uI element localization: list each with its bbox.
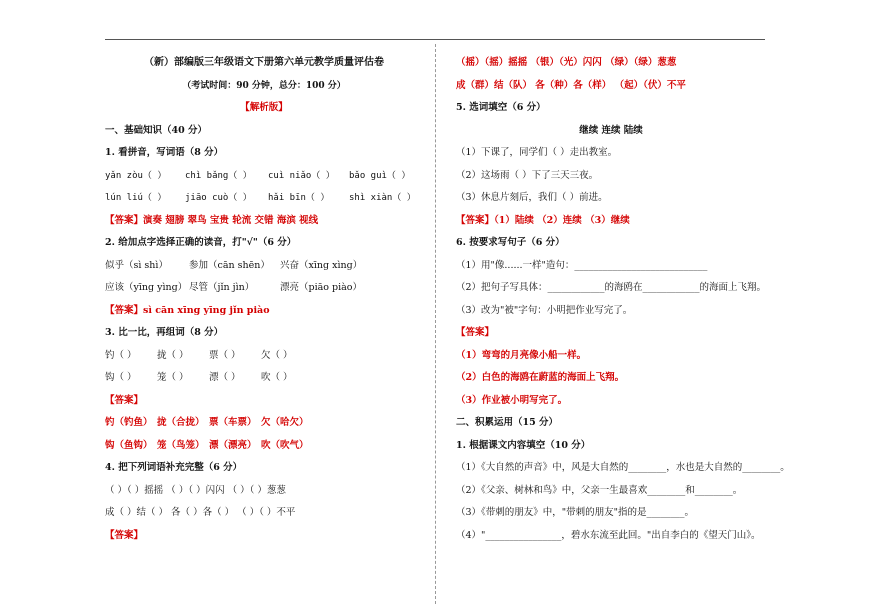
s2-q1-item-2: （2）《父亲、树林和鸟》中，父亲一生最喜欢________和________。 xyxy=(456,484,743,496)
q6-item-3: （3）改为"被"字句：小明把作业写完了。 xyxy=(456,304,633,316)
right-column xyxy=(456,52,790,547)
pinyin-item: cuì niǎo（ ） xyxy=(268,170,335,181)
q6-title: 6. 按要求写句子（6 分） xyxy=(456,237,565,248)
q4-title: 4. 把下列词语补充完整（6 分） xyxy=(105,462,243,473)
q1-title: 1. 看拼音，写词语（8 分） xyxy=(105,147,224,158)
pinyin-item: bǎo guì（ ） xyxy=(349,170,411,181)
reading-item: 似乎（sì shì） xyxy=(105,259,168,271)
pinyin-item: hǎi bīn（ ） xyxy=(268,193,330,203)
reading-item: 漂亮（piāo piào） xyxy=(280,282,363,293)
char-item: 票（ ） xyxy=(209,349,241,361)
q6-item-2: （2）把句子写具体：____________的海鸥在____________的海面上飞翔。 xyxy=(456,282,767,293)
q3-answer-row1 xyxy=(105,412,423,435)
s2-q1-item-1: （1）《大自然的声音》中，风是大自然的________，水也是大自然的________。 xyxy=(456,462,790,473)
q5-sentence-1: （1）下课了，同学们（ ）走出教室。 xyxy=(456,147,618,158)
answer-item: 钩（鱼钩） xyxy=(105,439,153,451)
char-item: 漂（ ） xyxy=(209,372,241,383)
q5-choices: 继续 连续 陆续 xyxy=(579,124,643,136)
q3-answer-label: 【答案】 xyxy=(105,394,144,406)
answer-item: 欠（哈欠） xyxy=(261,417,309,428)
q3-row1 xyxy=(105,345,423,368)
exam-info: （考试时间：90 分钟，总分：100 分） xyxy=(182,80,346,91)
section-2-heading: 二、积累运用（15 分） xyxy=(456,417,559,428)
q4-row1: （ ）（ ）摇摇 （ ）（ ）闪闪 （ ）（ ）葱葱 xyxy=(105,484,286,496)
pinyin-item: lún liú（ ） xyxy=(105,193,167,203)
q6-item-1: （1）用"像......一样"造句：____________________________ xyxy=(456,259,708,271)
q2-row1 xyxy=(105,255,423,278)
q4-row2: 成（ ）结（ ） 各（ ）各（ ） （ ）（ ）不平 xyxy=(105,507,296,518)
answer-item: 吹（吹气） xyxy=(261,439,309,451)
version-tag: 【解析版】 xyxy=(240,102,288,113)
q1-answer: 【答案】演奏 翅膀 翠鸟 宝贵 轮流 交错 海滨 视线 xyxy=(105,214,319,226)
q2-row2 xyxy=(105,277,423,300)
pinyin-item: chì bǎng（ ） xyxy=(185,170,252,181)
q6-answer-2: （2）白色的海鸥在蔚蓝的海面上飞翔。 xyxy=(456,372,625,383)
q6-answer-1: （1）弯弯的月亮像小船一样。 xyxy=(456,349,587,361)
answer-item: 钓（钓鱼） xyxy=(105,417,153,428)
q5-sentence-3: （3）休息片刻后，我们（ ）前进。 xyxy=(456,192,608,203)
pinyin-item: jiāo cuò（ ） xyxy=(185,193,252,203)
answer-item: 笼（鸟笼） xyxy=(157,439,205,451)
section-1-heading: 一、基础知识（40 分） xyxy=(105,124,208,136)
s2-q1-item-4: （4）"________________，碧水东流至此回。"出自李白的《望天门山》。 xyxy=(456,529,761,541)
q4-answer-row1: （摇）（摇）摇摇 （银）（光）闪闪 （绿）（绿）葱葱 xyxy=(456,57,677,68)
char-item: 欠（ ） xyxy=(261,349,293,361)
pinyin-item: yǎn zòu（ ） xyxy=(105,170,167,181)
page-title: （新）部编版三年级语文下册第六单元教学质量评估卷 xyxy=(144,57,384,68)
reading-item: 兴奋（xīng xìng） xyxy=(280,259,363,271)
reading-item: 应该（yīng yìng） xyxy=(105,282,188,293)
q3-answer-row2 xyxy=(105,435,423,458)
left-column xyxy=(105,52,423,547)
q6-answer-3: （3）作业被小明写完了。 xyxy=(456,394,568,406)
answer-item: 票（车票） xyxy=(209,417,257,428)
q4-answer-row2: 成（群）结（队） 各（种）各（样） （起）（伏）不平 xyxy=(456,79,686,91)
char-item: 拢（ ） xyxy=(157,349,189,361)
char-item: 钩（ ） xyxy=(105,372,137,383)
answer-item: 拢（合拢） xyxy=(157,417,205,428)
q5-sentence-2: （2）这场雨（ ）下了三天三夜。 xyxy=(456,169,599,181)
char-item: 吹（ ） xyxy=(261,372,293,383)
char-item: 钓（ ） xyxy=(105,349,137,361)
q4-answer-label: 【答案】 xyxy=(105,529,144,541)
q1-row2 xyxy=(105,187,423,210)
s2-q1-item-3: （3）《带刺的朋友》中，"带刺的朋友"指的是________。 xyxy=(456,507,695,518)
q2-answer: 【答案】sì cān xīng yīng jǐn piào xyxy=(105,304,270,316)
reading-item: 参加（cān shēn） xyxy=(189,259,270,271)
s2-q1-title: 1. 根据课文内容填空（10 分） xyxy=(456,439,591,451)
q3-title: 3. 比一比，再组词（8 分） xyxy=(105,327,224,338)
pinyin-item: shì xiàn（ ） xyxy=(349,193,416,203)
column-divider xyxy=(435,44,436,604)
reading-item: 尽管（jǐn jìn） xyxy=(189,282,255,293)
q2-title: 2. 给加点字选择正确的读音，打"√"（6 分） xyxy=(105,237,297,248)
q3-row2 xyxy=(105,367,423,390)
q5-title: 5. 选词填空（6 分） xyxy=(456,102,546,113)
answer-item: 漂（漂亮） xyxy=(209,439,257,451)
q5-answer: 【答案】（1）陆续 （2）连续 （3）继续 xyxy=(456,214,630,226)
char-item: 笼（ ） xyxy=(157,372,189,383)
q6-answer-label: 【答案】 xyxy=(456,327,495,338)
q1-row1 xyxy=(105,165,423,188)
top-rule xyxy=(105,39,765,40)
